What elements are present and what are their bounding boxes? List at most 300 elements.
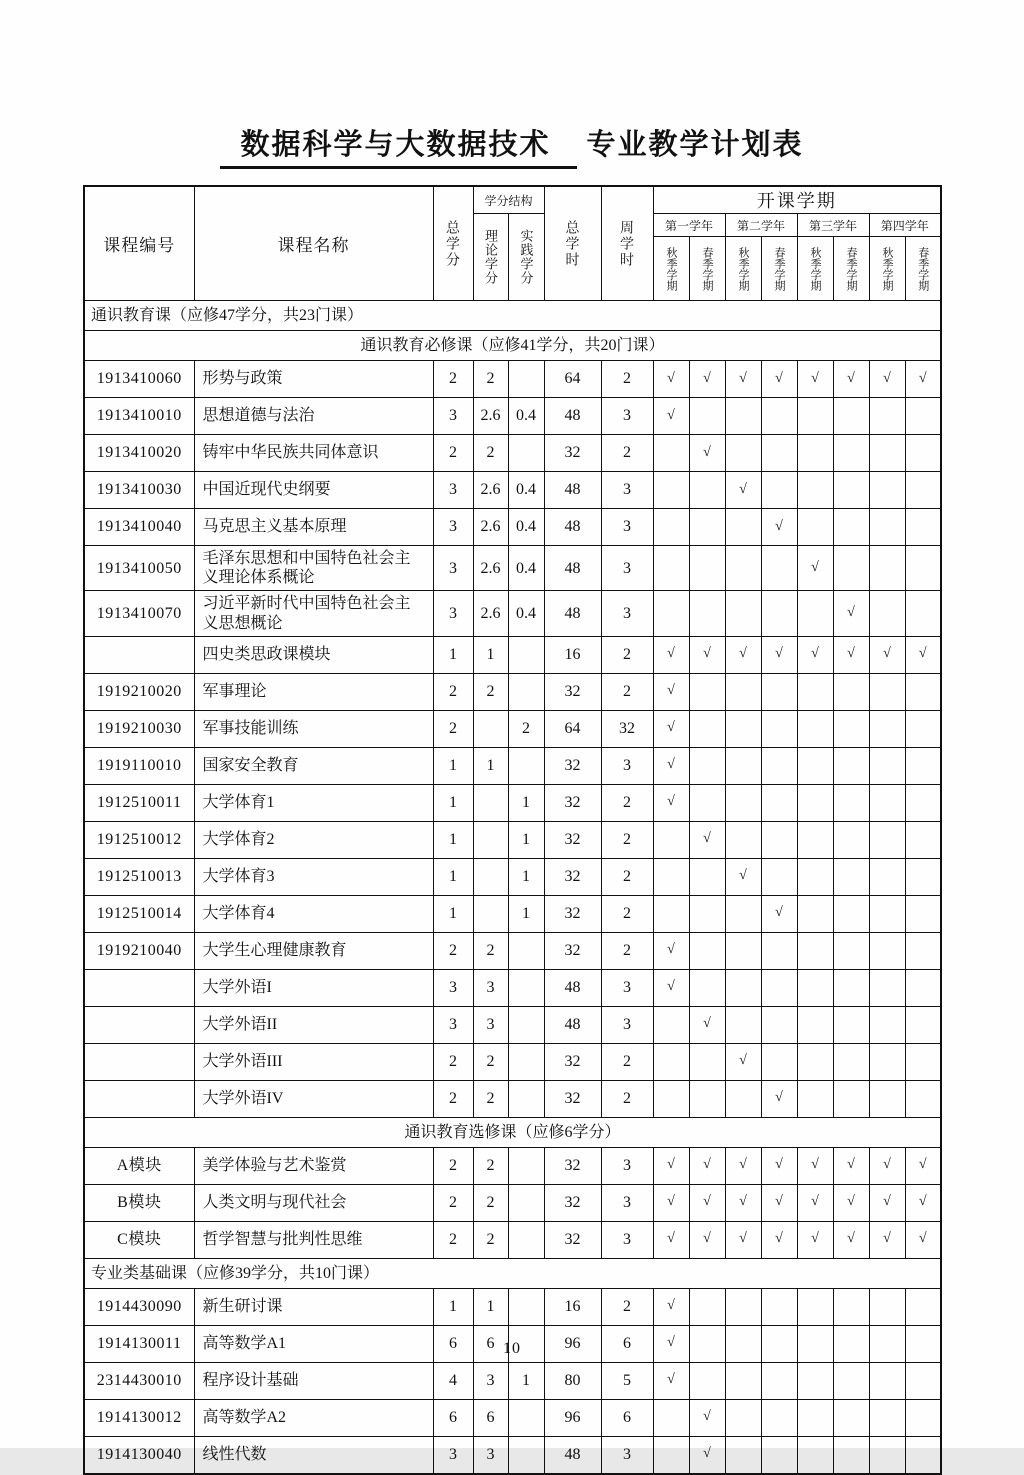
theory-credits-cell: 2 (473, 1080, 508, 1117)
weekly-hours-cell: 2 (601, 1043, 653, 1080)
semester-check-cell (725, 821, 761, 858)
total-credits-cell: 3 (433, 1436, 473, 1474)
theory-credits-cell (473, 821, 508, 858)
semester-check-cell: √ (653, 398, 689, 435)
semester-check-cell: √ (725, 1221, 761, 1258)
semester-check-cell (761, 1436, 797, 1474)
total-credits-cell: 1 (433, 858, 473, 895)
course-code-cell (84, 969, 194, 1006)
theory-credits-cell: 6 (473, 1399, 508, 1436)
course-name-cell: 毛泽东思想和中国特色社会主义理论体系概论 (194, 546, 433, 591)
semester-check-cell: √ (761, 895, 797, 932)
semester-check-cell (689, 509, 725, 546)
semester-check-cell: √ (653, 1325, 689, 1362)
total-credits-cell: 1 (433, 895, 473, 932)
table-row (84, 932, 941, 969)
total-credits-cell: 3 (433, 509, 473, 546)
semester-check-cell (797, 1006, 833, 1043)
course-name-cell: 哲学智慧与批判性思维 (194, 1221, 433, 1258)
weekly-hours-cell: 3 (601, 1006, 653, 1043)
table-row (84, 1288, 941, 1325)
course-name-cell: 大学外语II (194, 1006, 433, 1043)
total-hours-cell: 64 (544, 710, 601, 747)
semester-check-cell: √ (905, 361, 941, 398)
practice-credits-cell (508, 361, 544, 398)
header-fall-term: 秋季学期 (869, 237, 905, 301)
semester-check-cell (869, 435, 905, 472)
section-row (84, 301, 941, 331)
semester-check-cell (869, 1006, 905, 1043)
weekly-hours-cell: 2 (601, 784, 653, 821)
semester-check-cell (797, 1080, 833, 1117)
course-name-cell: 大学生心理健康教育 (194, 932, 433, 969)
semester-check-cell (761, 1362, 797, 1399)
theory-credits-cell: 2.6 (473, 509, 508, 546)
semester-check-cell (797, 509, 833, 546)
semester-check-cell (833, 435, 869, 472)
semester-check-cell (797, 673, 833, 710)
total-credits-cell: 1 (433, 747, 473, 784)
semester-check-cell (905, 747, 941, 784)
semester-check-cell (905, 969, 941, 1006)
course-name-cell: 大学外语III (194, 1043, 433, 1080)
semester-check-cell (761, 747, 797, 784)
theory-credits-cell: 2 (473, 1221, 508, 1258)
practice-credits-cell: 0.4 (508, 472, 544, 509)
course-code-cell: 1914130040 (84, 1436, 194, 1474)
semester-check-cell: √ (905, 1221, 941, 1258)
semester-check-cell (905, 591, 941, 636)
total-credits-cell: 3 (433, 472, 473, 509)
table-row (84, 1221, 941, 1258)
semester-check-cell (869, 784, 905, 821)
semester-check-cell: √ (653, 969, 689, 1006)
semester-check-cell (869, 932, 905, 969)
total-hours-cell: 48 (544, 509, 601, 546)
semester-check-cell: √ (833, 1147, 869, 1184)
semester-check-cell (725, 546, 761, 591)
semester-check-cell (905, 673, 941, 710)
teaching-plan-table (83, 185, 942, 1475)
semester-check-cell (797, 969, 833, 1006)
semester-check-cell: √ (689, 1436, 725, 1474)
table-row (84, 895, 941, 932)
theory-credits-cell (473, 858, 508, 895)
total-hours-cell: 32 (544, 1147, 601, 1184)
semester-check-cell (725, 932, 761, 969)
weekly-hours-cell: 2 (601, 895, 653, 932)
semester-check-cell: √ (689, 361, 725, 398)
weekly-hours-cell: 3 (601, 1147, 653, 1184)
semester-check-cell (725, 1288, 761, 1325)
semester-check-cell (797, 1288, 833, 1325)
total-hours-cell: 32 (544, 784, 601, 821)
semester-check-cell: √ (689, 1399, 725, 1436)
table-header (84, 186, 941, 301)
semester-check-cell: √ (833, 1184, 869, 1221)
semester-check-cell: √ (653, 784, 689, 821)
semester-check-cell: √ (653, 1288, 689, 1325)
semester-check-cell: √ (761, 1184, 797, 1221)
table-row (84, 747, 941, 784)
semester-check-cell (905, 932, 941, 969)
semester-check-cell (653, 591, 689, 636)
total-hours-cell: 32 (544, 821, 601, 858)
semester-check-cell (869, 591, 905, 636)
practice-credits-cell: 2 (508, 710, 544, 747)
semester-check-cell (869, 710, 905, 747)
semester-check-cell (833, 1399, 869, 1436)
course-name-cell: 新生研讨课 (194, 1288, 433, 1325)
course-code-cell: 1912510014 (84, 895, 194, 932)
semester-check-cell: √ (833, 361, 869, 398)
theory-credits-cell: 2.6 (473, 591, 508, 636)
semester-check-cell (905, 1436, 941, 1474)
course-name-cell: 大学体育2 (194, 821, 433, 858)
semester-check-cell (653, 1043, 689, 1080)
semester-check-cell: √ (653, 1147, 689, 1184)
semester-check-cell (761, 858, 797, 895)
semester-check-cell (797, 1436, 833, 1474)
course-name-cell: 线性代数 (194, 1436, 433, 1474)
semester-check-cell (905, 784, 941, 821)
header-fall-term: 秋季学期 (797, 237, 833, 301)
header-year-2: 第二学年 (725, 214, 797, 237)
semester-check-cell: √ (761, 1080, 797, 1117)
total-hours-cell: 32 (544, 1184, 601, 1221)
total-hours-cell: 32 (544, 932, 601, 969)
semester-check-cell (653, 1080, 689, 1117)
course-name-cell: 高等数学A2 (194, 1399, 433, 1436)
course-name-cell: 四史类思政课模块 (194, 636, 433, 673)
semester-check-cell: √ (653, 361, 689, 398)
semester-check-cell: √ (797, 361, 833, 398)
semester-check-cell (833, 673, 869, 710)
header-course-code: 课程编号 (84, 186, 194, 301)
total-hours-cell: 48 (544, 472, 601, 509)
total-credits-cell: 3 (433, 1006, 473, 1043)
total-credits-cell: 3 (433, 969, 473, 1006)
table-row (84, 1399, 941, 1436)
header-credit-structure: 学分结构 (473, 186, 544, 214)
semester-check-cell (833, 1436, 869, 1474)
course-code-cell: 1913410050 (84, 546, 194, 591)
table-row (84, 784, 941, 821)
semester-check-cell (833, 858, 869, 895)
practice-credits-cell (508, 1399, 544, 1436)
theory-credits-cell: 2 (473, 1147, 508, 1184)
course-code-cell: 1913410060 (84, 361, 194, 398)
semester-check-cell (833, 509, 869, 546)
course-name-cell: 中国近现代史纲要 (194, 472, 433, 509)
total-credits-cell: 2 (433, 435, 473, 472)
semester-check-cell (869, 1362, 905, 1399)
weekly-hours-cell: 32 (601, 710, 653, 747)
course-name-cell: 程序设计基础 (194, 1362, 433, 1399)
total-hours-cell: 32 (544, 895, 601, 932)
semester-check-cell (869, 1436, 905, 1474)
total-credits-cell: 6 (433, 1399, 473, 1436)
theory-credits-cell: 2 (473, 1184, 508, 1221)
practice-credits-cell (508, 969, 544, 1006)
semester-check-cell (725, 1006, 761, 1043)
weekly-hours-cell: 2 (601, 361, 653, 398)
semester-check-cell (725, 435, 761, 472)
teaching-plan-table-wrap (83, 185, 942, 1475)
semester-check-cell: √ (761, 361, 797, 398)
weekly-hours-cell: 2 (601, 858, 653, 895)
semester-check-cell: √ (869, 636, 905, 673)
semester-check-cell (689, 932, 725, 969)
table-row (84, 969, 941, 1006)
semester-check-cell (689, 1288, 725, 1325)
semester-check-cell (797, 710, 833, 747)
semester-check-cell (761, 710, 797, 747)
total-hours-cell: 48 (544, 1006, 601, 1043)
semester-check-cell (761, 821, 797, 858)
practice-credits-cell (508, 1288, 544, 1325)
semester-check-cell (833, 1080, 869, 1117)
semester-check-cell: √ (725, 361, 761, 398)
semester-check-cell (905, 509, 941, 546)
course-code-cell: 1914430090 (84, 1288, 194, 1325)
semester-check-cell: √ (653, 932, 689, 969)
semester-check-cell (761, 673, 797, 710)
semester-check-cell: √ (653, 1221, 689, 1258)
header-theory-credits: 理论学分 (473, 214, 508, 301)
weekly-hours-cell: 2 (601, 932, 653, 969)
page-title-suffix: 专业教学计划表 (586, 129, 804, 161)
total-hours-cell: 48 (544, 398, 601, 435)
semester-check-cell (833, 710, 869, 747)
semester-check-cell: √ (833, 591, 869, 636)
semester-check-cell: √ (725, 858, 761, 895)
course-code-cell: 1913410040 (84, 509, 194, 546)
semester-check-cell (725, 710, 761, 747)
semester-check-cell: √ (725, 1147, 761, 1184)
header-year-1: 第一学年 (653, 214, 725, 237)
theory-credits-cell: 6 (473, 1325, 508, 1362)
table-row (84, 673, 941, 710)
theory-credits-cell: 3 (473, 969, 508, 1006)
semester-check-cell: √ (653, 636, 689, 673)
semester-check-cell (797, 895, 833, 932)
course-code-cell (84, 1043, 194, 1080)
table-row (84, 1147, 941, 1184)
semester-check-cell (905, 435, 941, 472)
page-title (0, 122, 1024, 163)
semester-check-cell (905, 472, 941, 509)
total-credits-cell: 2 (433, 673, 473, 710)
semester-check-cell: √ (797, 636, 833, 673)
theory-credits-cell (473, 895, 508, 932)
semester-check-cell (653, 509, 689, 546)
semester-check-cell: √ (653, 747, 689, 784)
total-credits-cell: 1 (433, 784, 473, 821)
course-name-cell: 马克思主义基本原理 (194, 509, 433, 546)
semester-check-cell (689, 747, 725, 784)
weekly-hours-cell: 2 (601, 435, 653, 472)
weekly-hours-cell: 2 (601, 1080, 653, 1117)
course-name-cell: 大学外语IV (194, 1080, 433, 1117)
practice-credits-cell (508, 435, 544, 472)
weekly-hours-cell: 2 (601, 1288, 653, 1325)
practice-credits-cell (508, 1184, 544, 1221)
semester-check-cell: √ (761, 509, 797, 546)
theory-credits-cell: 1 (473, 1288, 508, 1325)
semester-check-cell (833, 821, 869, 858)
semester-check-cell (653, 895, 689, 932)
total-hours-cell: 48 (544, 546, 601, 591)
semester-check-cell (689, 472, 725, 509)
header-course-name: 课程名称 (194, 186, 433, 301)
page-number: 10 (503, 1340, 521, 1357)
total-credits-cell: 3 (433, 591, 473, 636)
theory-credits-cell: 2 (473, 435, 508, 472)
semester-check-cell (905, 710, 941, 747)
practice-credits-cell: 1 (508, 1362, 544, 1399)
semester-check-cell (689, 546, 725, 591)
total-credits-cell: 1 (433, 1288, 473, 1325)
semester-check-cell (869, 673, 905, 710)
semester-check-cell (761, 435, 797, 472)
semester-check-cell: √ (905, 636, 941, 673)
total-hours-cell: 32 (544, 435, 601, 472)
section-label: 通识教育课（应修47学分，共23门课） (84, 301, 941, 331)
total-hours-cell: 48 (544, 1436, 601, 1474)
semester-check-cell (689, 673, 725, 710)
semester-check-cell (653, 858, 689, 895)
practice-credits-cell: 1 (508, 784, 544, 821)
section-label: 通识教育选修课（应修6学分） (84, 1117, 941, 1147)
total-hours-cell: 32 (544, 747, 601, 784)
total-credits-cell: 1 (433, 821, 473, 858)
weekly-hours-cell: 2 (601, 673, 653, 710)
section-row (84, 331, 941, 361)
course-code-cell: 1913410020 (84, 435, 194, 472)
semester-check-cell (689, 969, 725, 1006)
total-credits-cell: 3 (433, 398, 473, 435)
total-hours-cell: 64 (544, 361, 601, 398)
course-code-cell: 1912510012 (84, 821, 194, 858)
semester-check-cell (761, 969, 797, 1006)
table-row (84, 858, 941, 895)
semester-check-cell (725, 784, 761, 821)
semester-check-cell (869, 546, 905, 591)
semester-check-cell (761, 398, 797, 435)
course-name-cell: 高等数学A1 (194, 1325, 433, 1362)
semester-check-cell (653, 435, 689, 472)
total-credits-cell: 2 (433, 1043, 473, 1080)
total-hours-cell: 48 (544, 969, 601, 1006)
semester-check-cell (833, 1288, 869, 1325)
table-row (84, 710, 941, 747)
course-name-cell: 大学体育4 (194, 895, 433, 932)
header-year-3: 第三学年 (797, 214, 869, 237)
weekly-hours-cell: 5 (601, 1362, 653, 1399)
semester-check-cell (833, 747, 869, 784)
theory-credits-cell: 2 (473, 1043, 508, 1080)
semester-check-cell (797, 591, 833, 636)
semester-check-cell (797, 858, 833, 895)
section-label: 专业类基础课（应修39学分，共10门课） (84, 1258, 941, 1288)
semester-check-cell (725, 969, 761, 1006)
semester-check-cell (725, 1436, 761, 1474)
semester-check-cell (725, 398, 761, 435)
header-fall-term: 秋季学期 (725, 237, 761, 301)
semester-check-cell (833, 1362, 869, 1399)
semester-check-cell (869, 1399, 905, 1436)
course-code-cell: 1919210030 (84, 710, 194, 747)
weekly-hours-cell: 3 (601, 1184, 653, 1221)
course-code-cell: 1913410070 (84, 591, 194, 636)
semester-check-cell (869, 398, 905, 435)
header-fall-term: 秋季学期 (653, 237, 689, 301)
semester-check-cell (689, 1043, 725, 1080)
semester-check-cell: √ (725, 636, 761, 673)
course-name-cell: 大学外语I (194, 969, 433, 1006)
course-code-cell: 1919110010 (84, 747, 194, 784)
semester-check-cell (761, 591, 797, 636)
semester-check-cell: √ (689, 1147, 725, 1184)
practice-credits-cell: 1 (508, 895, 544, 932)
semester-check-cell (725, 509, 761, 546)
semester-check-cell (689, 1080, 725, 1117)
semester-check-cell: √ (653, 1184, 689, 1221)
weekly-hours-cell: 3 (601, 546, 653, 591)
semester-check-cell (725, 895, 761, 932)
semester-check-cell (689, 858, 725, 895)
semester-check-cell (761, 546, 797, 591)
weekly-hours-cell: 3 (601, 747, 653, 784)
semester-check-cell (797, 932, 833, 969)
table-row (84, 1362, 941, 1399)
practice-credits-cell (508, 747, 544, 784)
semester-check-cell (905, 1043, 941, 1080)
course-name-cell: 美学体验与艺术鉴赏 (194, 1147, 433, 1184)
semester-check-cell (905, 1399, 941, 1436)
practice-credits-cell (508, 1147, 544, 1184)
semester-check-cell: √ (761, 1147, 797, 1184)
semester-check-cell (905, 858, 941, 895)
semester-check-cell (689, 591, 725, 636)
theory-credits-cell: 2 (473, 361, 508, 398)
total-hours-cell: 32 (544, 858, 601, 895)
semester-check-cell: √ (905, 1147, 941, 1184)
header-spring-term: 春季学期 (689, 237, 725, 301)
total-credits-cell: 2 (433, 932, 473, 969)
total-hours-cell: 16 (544, 1288, 601, 1325)
semester-check-cell (797, 472, 833, 509)
semester-check-cell (905, 546, 941, 591)
course-code-cell: 2314430010 (84, 1362, 194, 1399)
semester-check-cell (689, 895, 725, 932)
theory-credits-cell: 2 (473, 932, 508, 969)
course-name-cell: 习近平新时代中国特色社会主义思想概论 (194, 591, 433, 636)
course-name-cell: 形势与政策 (194, 361, 433, 398)
semester-check-cell: √ (725, 472, 761, 509)
theory-credits-cell: 1 (473, 747, 508, 784)
semester-check-cell (797, 821, 833, 858)
semester-check-cell: √ (653, 673, 689, 710)
practice-credits-cell: 0.4 (508, 398, 544, 435)
semester-check-cell (797, 1043, 833, 1080)
semester-check-cell (761, 472, 797, 509)
semester-check-cell (761, 932, 797, 969)
theory-credits-cell: 2.6 (473, 398, 508, 435)
semester-check-cell (869, 1043, 905, 1080)
semester-check-cell (689, 398, 725, 435)
